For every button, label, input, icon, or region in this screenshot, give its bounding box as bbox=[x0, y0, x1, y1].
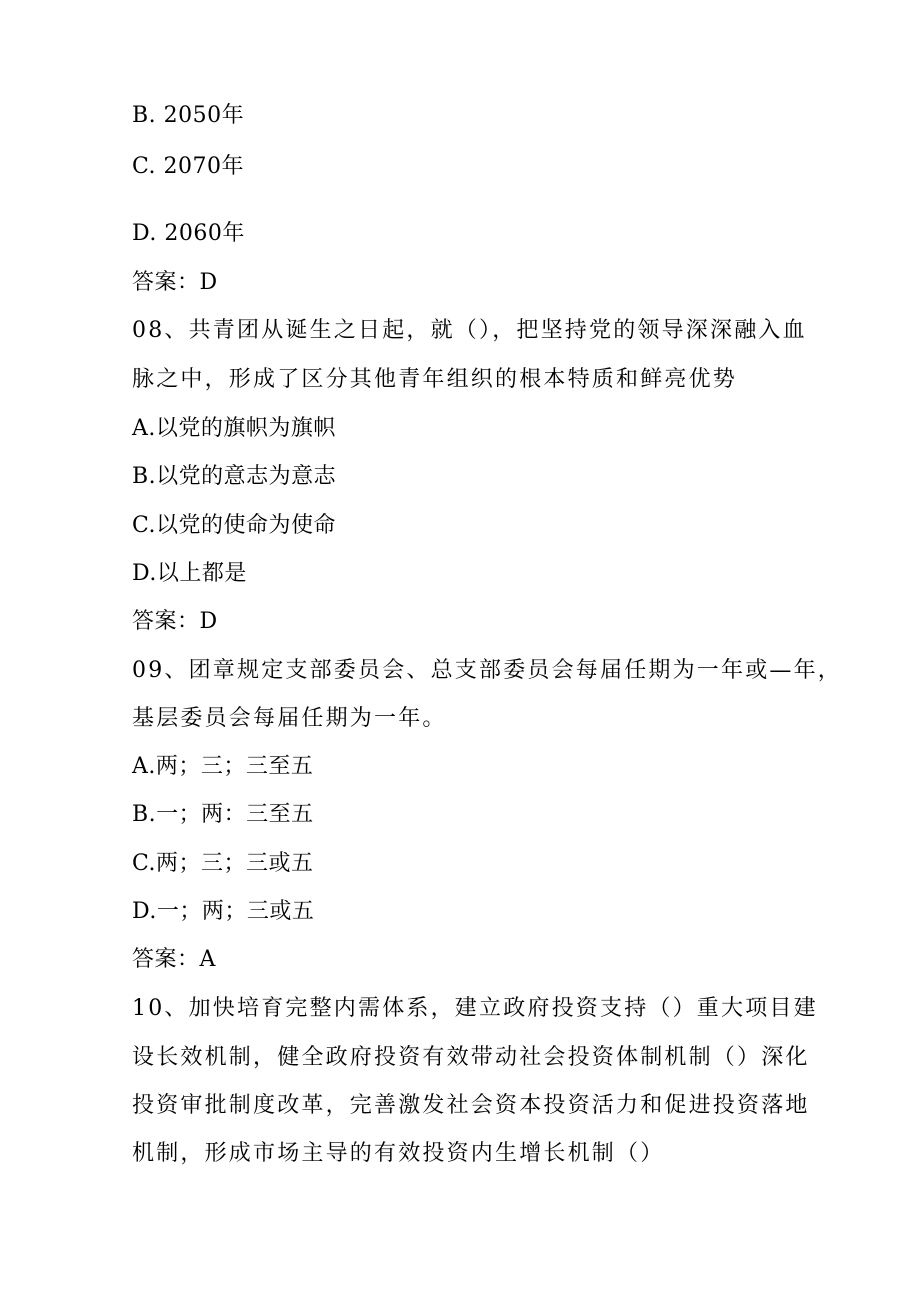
q07-option-c: C. 2070年 bbox=[132, 154, 245, 179]
q08-option-b: B.以党的意志为意志 bbox=[132, 464, 337, 489]
q07-option-b: B. 2050年 bbox=[132, 103, 245, 128]
q09-stem-line-2: 基层委员会每届任期为一年。 bbox=[132, 706, 447, 731]
q08-answer: 答案：D bbox=[132, 609, 218, 634]
q09-option-b: B.一；两：三至五 bbox=[132, 802, 314, 827]
q07-answer: 答案：D bbox=[132, 270, 218, 295]
q09-option-a: A.两；三；三至五 bbox=[132, 754, 314, 779]
q08-option-d: D.以上都是 bbox=[132, 561, 247, 586]
q09-option-c: C.两；三；三或五 bbox=[132, 851, 314, 876]
q07-option-d: D. 2060年 bbox=[132, 221, 245, 246]
q09-answer: 答案：A bbox=[132, 947, 216, 972]
q10-stem-line-2: 设长效机制，健全政府投资有效带动社会投资体制机制（）深化 bbox=[132, 1045, 810, 1070]
q09-option-d: D.一；两；三或五 bbox=[132, 899, 315, 924]
q10-stem-line-4: 机制，形成市场主导的有效投资内生增长机制（） bbox=[132, 1141, 665, 1166]
q09-stem-line-1: 09、团章规定支部委员会、总支部委员会每届任期为一年或—年， bbox=[132, 658, 842, 683]
q08-stem-line-2: 脉之中，形成了区分其他青年组织的根本特质和鲜亮优势 bbox=[132, 367, 738, 392]
q10-stem-line-1: 10、加快培育完整内需体系，建立政府投资支持（）重大项目建 bbox=[132, 996, 818, 1021]
q08-stem-line-1: 08、共青团从诞生之日起，就（），把坚持党的领导深深融入血 bbox=[132, 318, 807, 343]
q08-option-c: C.以党的使命为使命 bbox=[132, 513, 337, 538]
q08-option-a: A.以党的旗帜为旗帜 bbox=[132, 416, 336, 441]
q10-stem-line-3: 投资审批制度改革，完善激发社会资本投资活力和促进投资落地 bbox=[132, 1093, 810, 1118]
